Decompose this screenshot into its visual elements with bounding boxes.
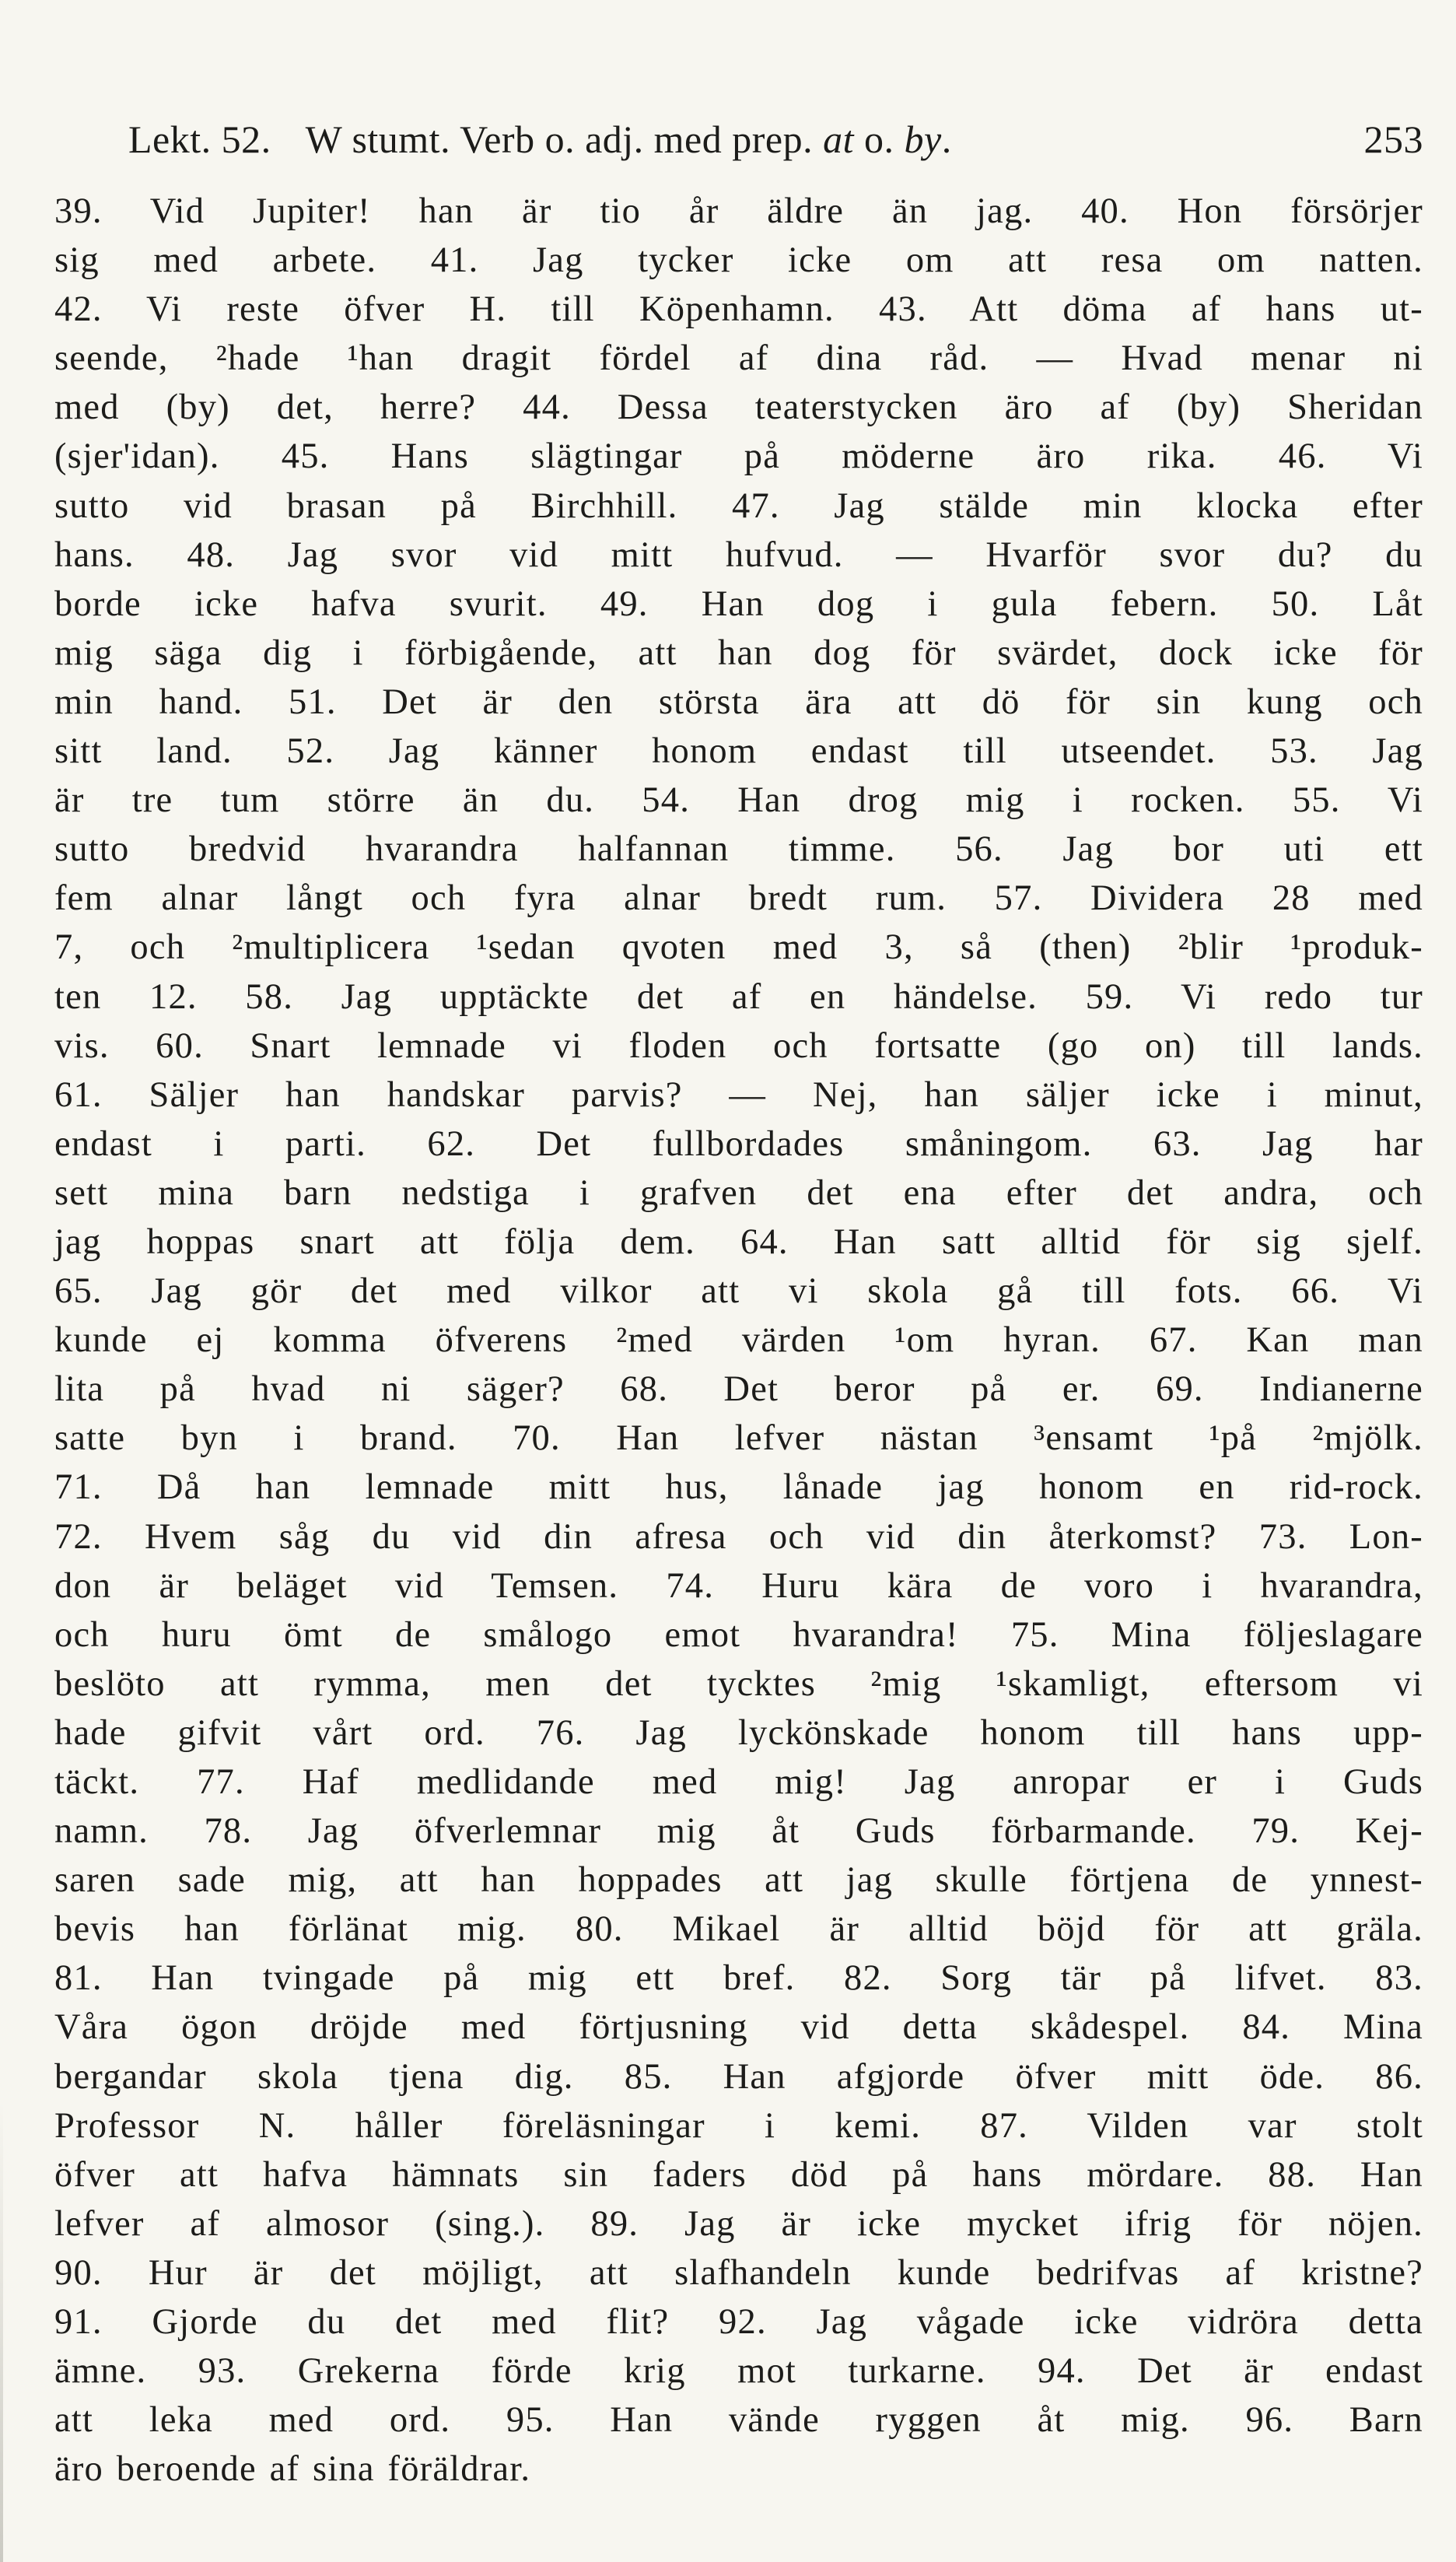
text-line: endast i parti. 62. Det fullbordades småningom. 63. Jag har: [54, 1123, 1423, 1164]
exercise-text: [54, 187, 1423, 2494]
text-line: sutto bredvid hvarandra halfannan timme. 56. Jag bor uti ett: [54, 829, 1423, 870]
text-line: hade gifvit vårt ord. 76. Jag lyckönskade honom till hans upp-: [54, 1712, 1423, 1753]
header-w: W: [305, 117, 342, 161]
text-line: fem alnar långt och fyra alnar bredt rum. 57. Dividera 28 med: [54, 878, 1423, 919]
text-line: är tre tum större än du. 54. Han drog mig i rocken. 55. Vi: [54, 780, 1423, 821]
text-line: öfver att hafva hämnats sin faders död på hans mördare. 88. Han: [54, 2154, 1423, 2195]
text-line: vis. 60. Snart lemnade vi floden och fortsatte (go on) till lands.: [54, 1025, 1423, 1066]
text-line: lefver af almosor (sing.). 89. Jag är icke mycket ifrig för nöjen.: [54, 2203, 1423, 2244]
header-at: at: [823, 117, 854, 161]
text-line: sitt land. 52. Jag känner honom endast till utseendet. 53. Jag: [54, 731, 1423, 772]
text-line: sett mina barn nedstiga i grafven det ena efter det andra, och: [54, 1172, 1423, 1213]
text-line: 7, och ²multiplicera ¹sedan qvoten med 3, så (then) ²blir ¹produk-: [54, 927, 1423, 968]
text-line: saren sade mig, att han hoppades att jag skulle förtjena de ynnest-: [54, 1860, 1423, 1901]
text-line: borde icke hafva svurit. 49. Han dog i gula febern. 50. Låt: [54, 584, 1423, 624]
text-line: (sjer'idan). 45. Hans slägtingar på möderne äro rika. 46. Vi: [54, 436, 1423, 477]
text-line: med (by) det, herre? 44. Dessa teaterstycken äro af (by) Sheridan: [54, 387, 1423, 428]
text-line: bergandar skola tjena dig. 85. Han afgjorde öfver mitt öde. 86.: [54, 2056, 1423, 2097]
text-line: sig med arbete. 41. Jag tycker icke om att resa om natten.: [54, 240, 1423, 281]
text-line: 42. Vi reste öfver H. till Köpenhamn. 43. Att döma af hans ut-: [54, 289, 1423, 330]
text-line: 39. Vid Jupiter! han är tio år äldre än jag. 40. Hon försörjer: [54, 191, 1423, 231]
page-spine-shadow: [0, 2101, 3, 2562]
text-line: seende, ²hade ¹han dragit fördel af dina råd. — Hvad menar ni: [54, 338, 1423, 379]
text-line: jag hoppas snart att följa dem. 64. Han satt alltid för sig sjelf.: [54, 1221, 1423, 1262]
text-line: satte byn i brand. 70. Han lefver nästan ³ensamt ¹på ²mjölk.: [54, 1418, 1423, 1459]
text-line: ten 12. 58. Jag upptäckte det af en händelse. 59. Vi redo tur: [54, 976, 1423, 1017]
text-line: att leka med ord. 95. Han vände ryggen åt mig. 96. Barn: [54, 2400, 1423, 2441]
text-line: sutto vid brasan på Birchhill. 47. Jag stälde min klocka efter: [54, 485, 1423, 526]
header-title: [128, 117, 952, 162]
running-header: [54, 117, 1423, 179]
text-line: ämne. 93. Grekerna förde krig mot turkarne. 94. Det är endast: [54, 2351, 1423, 2392]
text-line: 71. Då han lemnade mitt hus, lånade jag honom en rid-rock.: [54, 1467, 1423, 1508]
text-line: lita på hvad ni säger? 68. Det beror på er. 69. Indianerne: [54, 1369, 1423, 1410]
text-line: täckt. 77. Haf medlidande med mig! Jag anropar er i Guds: [54, 1762, 1423, 1802]
text-line: min hand. 51. Det är den största ära att dö för sin kung och: [54, 682, 1423, 722]
header-by: by: [904, 117, 942, 161]
header-text-2: o.: [854, 117, 905, 161]
book-page: [54, 117, 1423, 2494]
text-line: don är beläget vid Temsen. 74. Huru kära de voro i hvarandra,: [54, 1565, 1423, 1606]
text-line: äro beroende af sina föräldrar.: [54, 2449, 531, 2490]
text-line: kunde ej komma öfverens ²med värden ¹om hyran. 67. Kan man: [54, 1320, 1423, 1361]
text-line: 72. Hvem såg du vid din afresa och vid din återkomst? 73. Lon-: [54, 1516, 1423, 1557]
page-number: 253: [1363, 117, 1423, 161]
header-text-3: .: [941, 117, 952, 161]
text-line: Våra ögon dröjde med förtjusning vid detta skådespel. 84. Mina: [54, 2007, 1423, 2048]
text-line: 65. Jag gör det med vilkor att vi skola gå till fots. 66. Vi: [54, 1271, 1423, 1312]
header-text-1: stumt. Verb o. adj. med prep.: [341, 117, 824, 161]
text-line: 90. Hur är det möjligt, att slafhandeln kunde bedrifvas af kristne?: [54, 2252, 1423, 2293]
text-line: 61. Säljer han handskar parvis? — Nej, han säljer icke i minut,: [54, 1074, 1423, 1115]
text-line: och huru ömt de smålogo emot hvarandra! 75. Mina följeslagare: [54, 1614, 1423, 1655]
text-line: hans. 48. Jag svor vid mitt hufvud. — Hvarför svor du? du: [54, 534, 1423, 575]
text-line: bevis han förlänat mig. 80. Mikael är alltid böjd för att gräla.: [54, 1909, 1423, 1950]
text-line: mig säga dig i förbigående, att han dog för svärdet, dock icke för: [54, 633, 1423, 673]
text-line: Professor N. håller föreläsningar i kemi. 87. Vilden var stolt: [54, 2105, 1423, 2146]
text-line: beslöto att rymma, men det tycktes ²mig ¹skamligt, eftersom vi: [54, 1663, 1423, 1704]
text-line: 91. Gjorde du det med flit? 92. Jag vågade icke vidröra detta: [54, 2302, 1423, 2343]
text-line: 81. Han tvingade på mig ett bref. 82. Sorg tär på lifvet. 83.: [54, 1958, 1423, 1999]
lesson-number: Lekt. 52.: [128, 117, 271, 161]
text-line: namn. 78. Jag öfverlemnar mig åt Guds förbarmande. 79. Kej-: [54, 1811, 1423, 1852]
